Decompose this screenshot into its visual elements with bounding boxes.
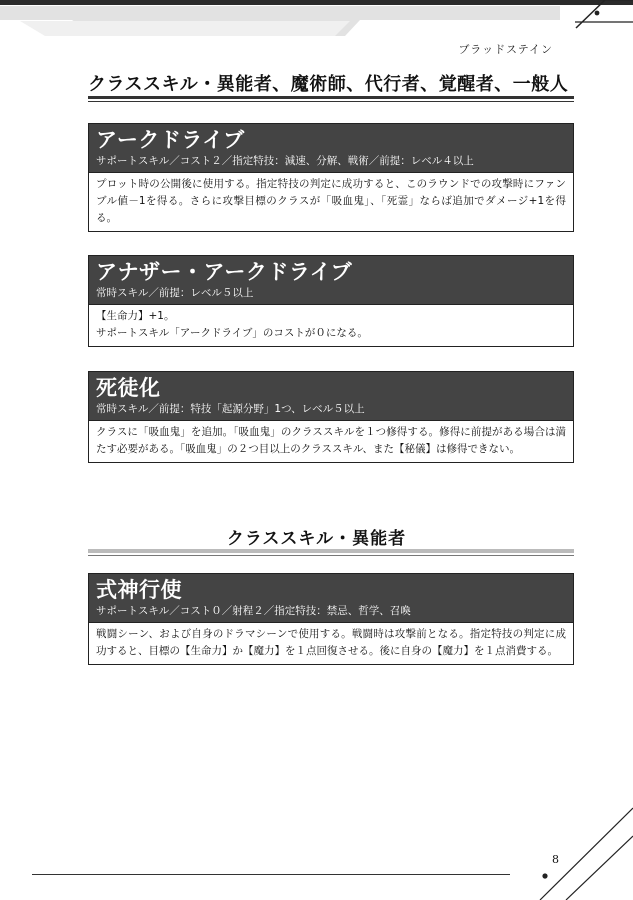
skill-card-header xyxy=(89,256,573,304)
running-header: ブラッドステイン xyxy=(458,43,553,56)
skill-meta: 常時スキル／前提：レベル５以上 xyxy=(96,287,254,299)
skill-card-header xyxy=(89,574,573,622)
section-heading-main: クラススキル・異能者、魔術師、代行者、覚醒者、一般人 xyxy=(88,74,569,95)
corner-dot-bottom xyxy=(542,873,547,878)
page-number: 8 xyxy=(552,853,559,866)
skill-title: アークドライブ xyxy=(96,127,245,152)
skill-card-header xyxy=(89,372,573,420)
skill-description: プロット時の公開後に使用する。指定特技の判定に成功すると、このラウンドでの攻撃時にファンブル値－1を得る。さらに攻撃目標のクラスが「吸血鬼」、「死霊」ならば追加でダメージ+1を得る。 xyxy=(89,172,573,231)
corner-dot-top xyxy=(595,11,600,16)
footer-rule xyxy=(32,874,510,875)
skill-meta: サポートスキル／コスト０／射程２／指定特技：禁忌、哲学、召喚 xyxy=(96,605,411,617)
skill-meta: サポートスキル／コスト２／指定特技：減速、分解、戦術／前提：レベル４以上 xyxy=(96,155,474,167)
heading-rule xyxy=(88,96,574,102)
skill-description-line: サポートスキル「アークドライブ」のコストが０になる。 xyxy=(96,327,368,339)
skill-card xyxy=(88,255,574,347)
skill-card xyxy=(88,573,574,665)
skill-description: クラスに「吸血鬼」を追加。「吸血鬼」のクラススキルを１つ修得する。修得に前提がある場合は満たす必要がある。「吸血鬼」の２つ目以上のクラススキル、また【秘儀】は修得できない。 xyxy=(89,420,573,462)
skill-title: 式神行使 xyxy=(96,577,182,602)
skill-description-line: 【生命力】+1。 xyxy=(96,310,175,322)
skill-card xyxy=(88,371,574,463)
skill-card-header xyxy=(89,124,573,172)
heading-rule xyxy=(88,549,574,556)
section-heading-sub: クラススキル・異能者 xyxy=(226,529,407,549)
skill-title: アナザー・アークドライブ xyxy=(96,259,353,284)
skill-title: 死徒化 xyxy=(96,375,161,400)
skill-meta: 常時スキル／前提：特技「起源分野」1つ、レベル５以上 xyxy=(96,403,365,415)
skill-description: 戦闘シーン、および自身のドラマシーンで使用する。戦闘時は攻撃前となる。指定特技の判定に成功すると、目標の【生命力】か【魔力】を１点回復させる。後に自身の【魔力】を１点消費する。 xyxy=(89,622,573,664)
skill-description xyxy=(89,304,573,346)
skill-card xyxy=(88,123,574,232)
